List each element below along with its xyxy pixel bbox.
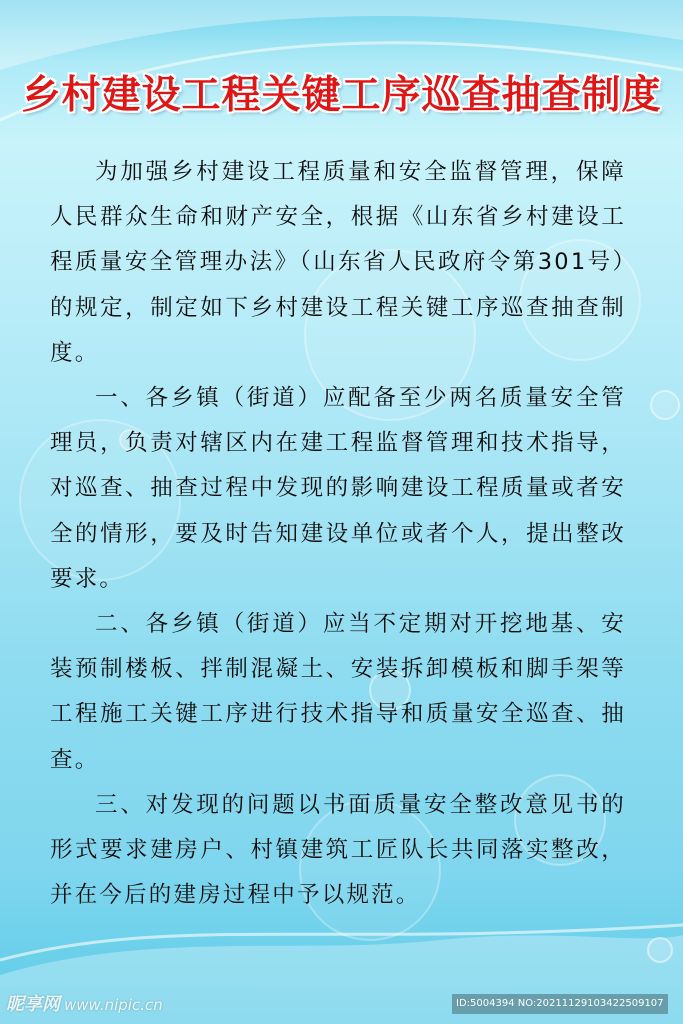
watermark-site-name: 昵享网 — [6, 994, 60, 1015]
watermark-site-url: www.nipic.cn — [64, 996, 163, 1014]
paragraph-article-1: 一、各乡镇（街道）应配备至少两名质量安全管理员，负责对辖区内在建工程监督管理和技术指导，对巡查、抽查过程中发现的影响建设工程质量或者安全的情形，要及时告知建设单位或者个人，提出整改要求。 — [50, 385, 626, 592]
wave-top — [0, 0, 683, 70]
watermark-logo — [6, 990, 163, 1016]
bubble — [651, 391, 679, 419]
bubble — [648, 938, 672, 962]
document-body — [50, 150, 626, 918]
paragraph-article-2: 二、各乡镇（街道）应当不定期对开挖地基、安装预制楼板、拌制混凝土、安装拆卸模板和脚手架等工程施工关键工序进行技术指导和质量安全巡查、抽查。 — [50, 611, 626, 773]
page-title: 乡村建设工程关键工序巡查抽查制度 — [21, 73, 662, 118]
paragraph-article-3: 三、对发现的问题以书面质量安全整改意见书的形式要求建房户、村镇建筑工匠队长共同落实整改，并在今后的建房过程中予以规范。 — [50, 791, 626, 909]
watermark-image-id: ID:5004394 NO:20211129103422509107 — [452, 994, 668, 1014]
paragraph-intro: 为加强乡村建设工程质量和安全监督管理，保障人民群众生命和财产安全，根据《山东省乡村建设工程质量安全管理办法》（山东省人民政府令第301号）的规定，制定如下乡村建设工程关键工序巡查抽查制度。 — [50, 159, 626, 366]
